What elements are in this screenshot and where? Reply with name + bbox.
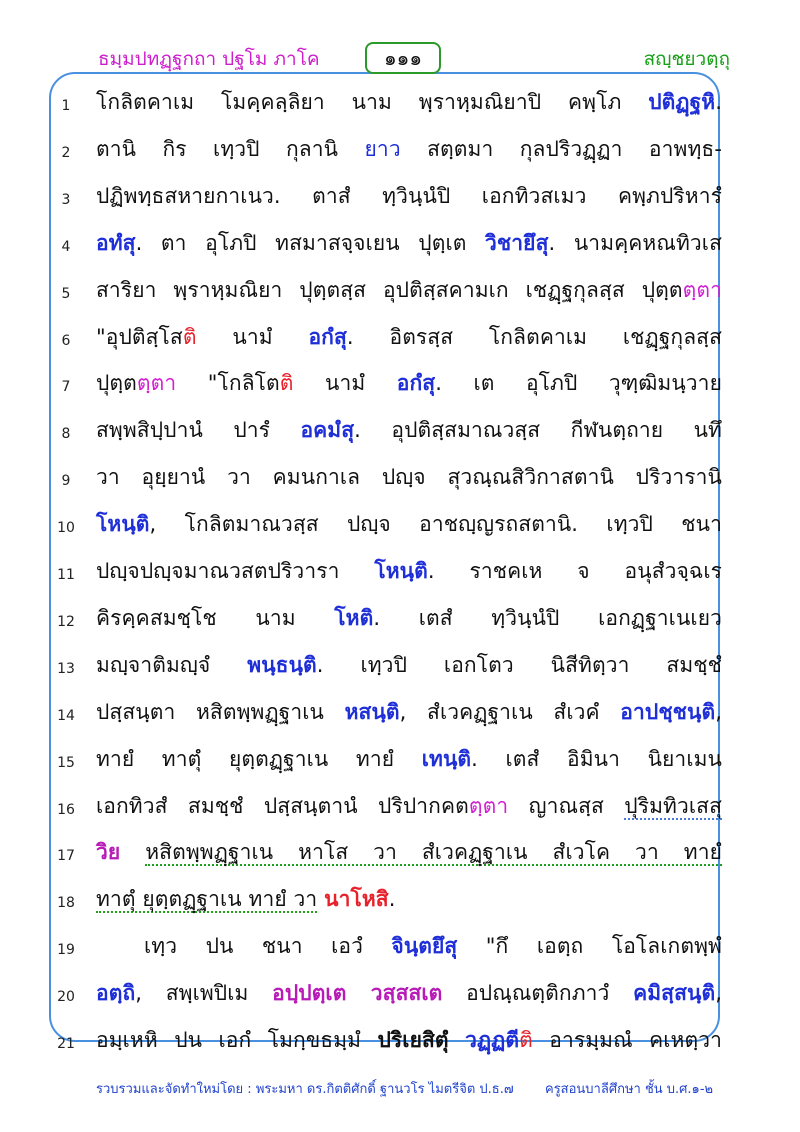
text-segment: อตฺถิ	[96, 981, 136, 1006]
header-section: สญฺชยวตฺถุ	[643, 48, 730, 70]
text-segment: ,	[715, 981, 722, 1006]
page-number: ๑๑๑	[365, 42, 441, 74]
text-segment: จินฺตยึสุ	[391, 934, 458, 959]
text-segment: ปญฺจปญฺจมาณวสตปริวารา	[96, 559, 375, 583]
line-number: 13	[57, 660, 75, 677]
line-number: 10	[57, 520, 75, 537]
line-text	[96, 885, 722, 913]
text-line	[0, 221, 800, 267]
text-segment: ,	[715, 699, 722, 724]
text-line	[0, 596, 800, 642]
line-number: 4	[61, 238, 71, 255]
text-segment: . นามคฺคหณทิวเส	[548, 230, 722, 255]
text-segment: หสิตพฺพฏฺฐาเน หาโส วา สํเวคฏฺฐาเน สํเวโค วา ทายํ	[145, 840, 722, 865]
text-segment: นาโหสิ	[324, 887, 389, 912]
text-segment: ปฏิพทฺธสหายกาเนว. ตาสํ ทฺวินฺนํปิ เอกทิวสเมว คพฺภปริหารํ	[96, 183, 722, 208]
text-segment: ปริเยสิตุํ	[377, 1028, 449, 1052]
text-segment: โหติ	[334, 605, 374, 630]
text-segment: . เตสํ อิมินา นิยาเมน	[471, 746, 723, 771]
text-segment: .	[715, 90, 722, 114]
text-segment: อมฺเหหิ ปน เอกํ โมกฺขธมฺมํ	[96, 1028, 378, 1052]
text-segment: . เต อุโภปิ วุฑฺฒิมนฺวาย	[435, 371, 722, 396]
text-segment: , สพฺเพปิเม	[135, 981, 273, 1006]
text-segment: นามํ	[196, 324, 309, 349]
text-line	[0, 877, 800, 923]
line-number: 5	[61, 285, 71, 302]
line-number: 17	[57, 848, 75, 865]
text-segment: อคมํสุ	[300, 418, 355, 443]
text-segment: สพฺพสิปฺปานํ ปารํ	[96, 418, 301, 443]
text-line	[0, 784, 800, 830]
text-segment: โกลิตคาเม โมคฺคลฺลิยา นาม พฺราหฺมณิยาปิ คพฺโภ	[96, 90, 649, 114]
text-segment: . ตา อุโภปิ ทสมาสจฺจเยน ปุตฺเต	[135, 230, 486, 255]
text-line	[0, 361, 800, 407]
text-line	[0, 690, 800, 736]
line-text	[96, 229, 722, 257]
line-number: 12	[57, 613, 75, 630]
line-text	[96, 369, 722, 397]
text-segment: ปุริมทิวเสสุ	[624, 793, 722, 818]
text-segment: โหนฺติ	[374, 559, 428, 583]
text-segment: สาริยา พฺราหฺมณิยา ปุตฺตสฺส อุปติสฺสคามเก เชฏฺฐกุลสฺส ปุตฺต	[96, 277, 683, 302]
text-line	[0, 408, 800, 454]
text-segment: วิชายึสุ	[485, 230, 549, 255]
text-segment: อทํสุ	[96, 230, 136, 255]
line-text	[96, 276, 722, 304]
text-segment: ปติฏฺฐหิ	[648, 90, 716, 114]
line-number: 2	[61, 144, 71, 161]
line-number: 1	[61, 98, 71, 114]
line-number: 14	[57, 707, 75, 724]
text-segment: . เทฺวปิ เอกโตว นิสีทิตฺวา สมชฺชํ	[316, 652, 723, 677]
text-segment: ติ	[279, 371, 294, 396]
text-segment: . เตสํ ทฺวินฺนํปิ เอกฏฺฐาเนเยว	[373, 605, 722, 630]
text-segment: . อุปติสฺสมาณวสฺส กีฬนตฺถาย นทึ	[354, 418, 722, 443]
line-text	[96, 979, 722, 1007]
line-number: 20	[57, 989, 75, 1006]
text-line	[0, 174, 800, 220]
text-segment: เทฺว ปน ชนา เอวํ	[144, 934, 392, 959]
text-segment	[449, 1028, 465, 1052]
text-line	[0, 315, 800, 361]
line-text	[96, 1026, 722, 1054]
line-text	[144, 932, 722, 960]
line-text	[96, 416, 722, 444]
text-segment: ยาว	[364, 136, 401, 161]
text-line	[0, 268, 800, 314]
line-number: 15	[57, 754, 75, 771]
text-segment: อกํสุ	[308, 324, 347, 349]
line-text	[96, 135, 722, 163]
text-segment: พนฺธนฺติ	[247, 652, 317, 677]
line-text	[96, 698, 722, 726]
footer-author: รวบรวมและจัดทำใหม่โดย : พระมหา ดร.กิตติศักดิ์ ฐานวโร ไมตรีจิต ป.ธ.๗	[96, 1082, 514, 1097]
line-number: 3	[61, 191, 71, 208]
text-segment: วฏฺฏตี	[465, 1028, 520, 1052]
text-segment: ตฺตา	[136, 371, 177, 396]
text-segment: ทายํ ทาตุํ ยุตฺตฏฺฐาเน ทายํ	[96, 746, 422, 771]
line-number: 11	[57, 567, 75, 583]
text-segment: สตฺตมา กุลปริวฏฺฏา อาพทฺธ-	[400, 136, 722, 161]
line-number: 18	[57, 895, 75, 912]
text-segment: .	[388, 887, 396, 912]
text-segment: อปฺปตฺเต วสฺสสเต	[272, 981, 443, 1006]
text-line	[0, 924, 800, 970]
text-segment: , สํเวคฏฺฐาเน สํเวคํ	[399, 699, 621, 724]
text-segment: ติ	[519, 1028, 533, 1052]
line-number: 6	[61, 332, 71, 349]
text-segment: ตฺตา	[468, 793, 509, 818]
text-segment: ตานิ กิร เทฺวปิ กุลานิ	[96, 136, 365, 161]
text-segment: "โกลิโต	[176, 371, 280, 396]
text-segment: วิย	[96, 840, 121, 865]
line-text	[96, 463, 722, 491]
text-segment: ทาตุํ ยุตฺตฏฺฐาเน ทายํ วา	[96, 887, 318, 912]
text-segment: อารมฺมณํ คเหตฺวา	[532, 1028, 722, 1052]
line-text	[96, 557, 722, 585]
line-text	[96, 745, 722, 773]
text-line	[0, 127, 800, 173]
text-segment: มญฺจาติมญฺจํ	[96, 652, 248, 677]
line-text	[96, 604, 722, 632]
line-number: 19	[57, 942, 75, 959]
text-segment: . อิตรสฺส โกลิตคาเม เชฏฺฐกุลสฺส	[346, 324, 723, 349]
line-number: 8	[61, 426, 71, 443]
text-segment: อปณฺณตฺติกภาวํ	[442, 981, 634, 1006]
line-number: 7	[61, 379, 71, 396]
footer-course: ครูสอนบาลีศึกษา ชั้น บ.ศ.๑-๒	[545, 1082, 714, 1097]
line-text	[96, 838, 722, 866]
header-title: ธมฺมปทฏฺฐกถา ปฐโม ภาโค	[98, 48, 320, 70]
text-segment: เอกทิวสํ สมชฺชํ ปสฺสนฺตานํ ปริปากคต	[96, 793, 469, 818]
text-line	[0, 1018, 800, 1064]
text-segment: วา อุยฺยานํ วา คมนกาเล ปญฺจ สุวณฺณสิวิกาสตานิ ปริวารานิ	[96, 465, 722, 490]
text-segment: "กึ เอตฺถ โอโลเกตพฺพํ	[457, 934, 722, 959]
line-text	[96, 792, 722, 820]
text-segment: ตฺตา	[682, 277, 722, 302]
text-line	[0, 455, 800, 501]
line-number: 9	[61, 473, 71, 490]
text-segment: เทนฺติ	[421, 746, 472, 771]
text-segment: "อุปติสฺโส	[96, 324, 183, 349]
line-text	[96, 651, 722, 679]
text-segment: โหนฺติ	[96, 512, 150, 537]
text-segment: อกํสุ	[396, 371, 436, 396]
text-segment: , โกลิตมาณวสฺส ปญฺจ อาชญฺญรถสตานิ. เทฺวปิ ชนา	[149, 512, 722, 537]
text-line	[0, 737, 800, 783]
line-text	[96, 182, 722, 210]
text-line	[0, 830, 800, 876]
text-line	[0, 549, 800, 595]
line-number: 16	[57, 801, 75, 818]
text-segment: ติ	[182, 324, 197, 349]
text-line	[0, 502, 800, 548]
text-segment: หสนฺติ	[344, 699, 400, 724]
line-text	[96, 88, 722, 116]
text-segment: ปุตฺต	[96, 371, 137, 396]
line-text	[96, 510, 722, 538]
text-segment: . ราชคเห จ อนุสํวจฺฉเร	[427, 559, 722, 583]
text-line	[0, 80, 800, 126]
text-segment: ปสฺสนฺตา หสิตพฺพฏฺฐาเน	[96, 699, 345, 724]
text-segment: คิรคฺคสมชฺโช นาม	[96, 605, 335, 630]
text-segment	[120, 840, 145, 864]
text-segment: ญาณสฺส	[508, 793, 625, 818]
line-text	[96, 323, 722, 351]
text-segment: นามํ	[293, 371, 397, 396]
line-number: 21	[57, 1036, 75, 1052]
text-segment: อาปชฺชนฺติ	[620, 699, 716, 724]
text-segment: คมิสฺสนฺติ	[633, 981, 716, 1006]
text-line	[0, 971, 800, 1017]
text-line	[0, 643, 800, 689]
